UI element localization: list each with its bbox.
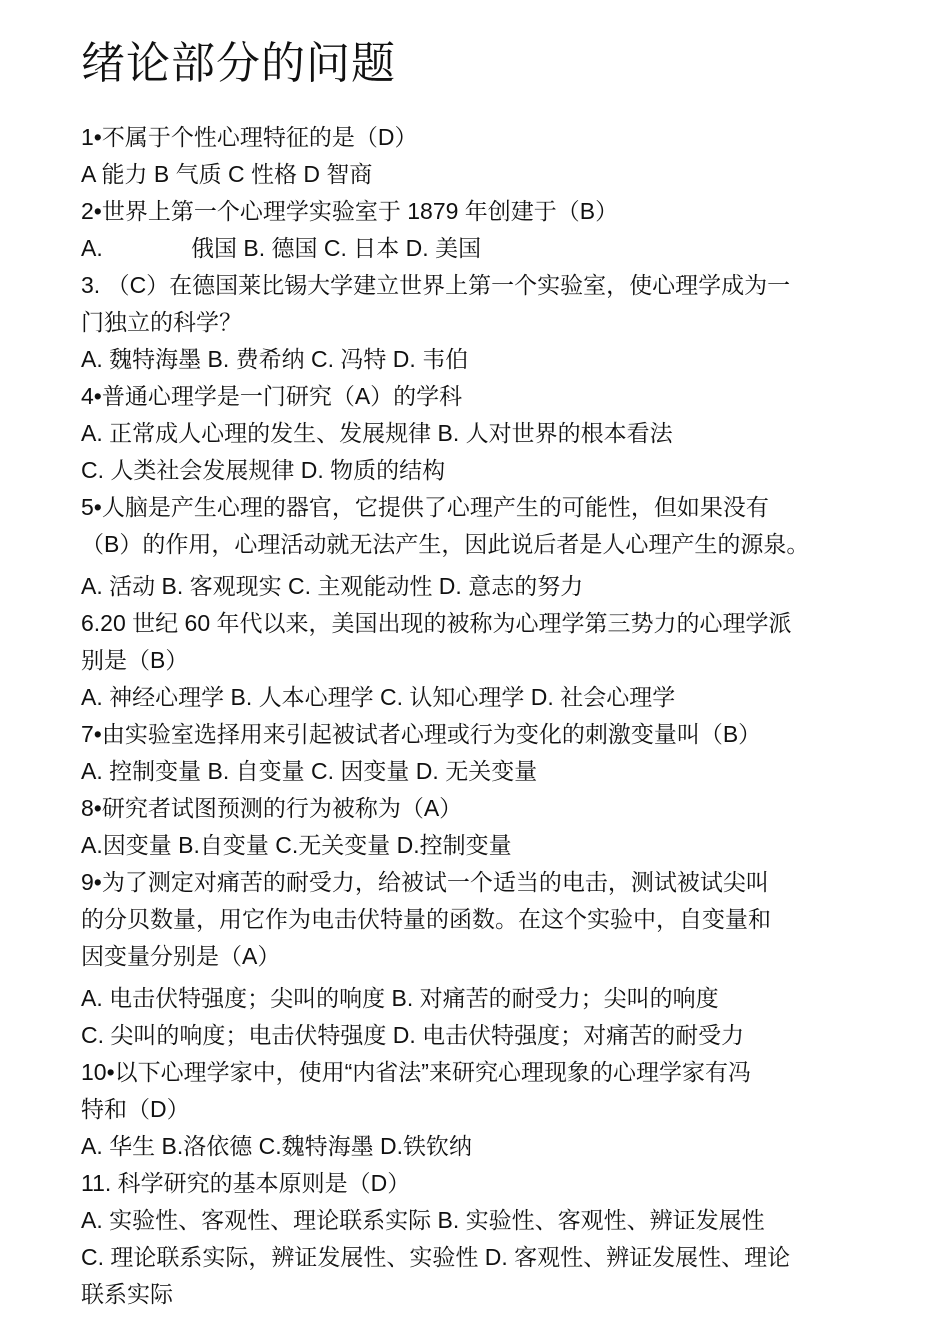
question-2-options: [81, 230, 881, 267]
question-4-options-line-1: A. 正常成人心理的发生、发展规律 B. 人对世界的根本看法: [81, 420, 673, 446]
question-10-stem-line-2: 特和（D）: [81, 1096, 190, 1122]
question-3-options: A. 魏特海墨 B. 费希纳 C. 冯特 D. 韦伯: [81, 346, 469, 372]
question-9-stem-line-3: 因变量分别是（A）: [81, 943, 281, 969]
question-11-options-line-3: 联系实际: [81, 1281, 173, 1307]
question-6-stem-line-1: 6.20 世纪 60 年代以来，美国出现的被称为心理学第三势力的心理学派: [81, 610, 792, 636]
question-9-stem-line-1: 9•为了测定对痛苦的耐受力，给被试一个适当的电击，测试被试尖叫: [81, 869, 769, 895]
question-list: [81, 119, 881, 1313]
question-7-stem: 7•由实验室选择用来引起被试者心理或行为变化的刺激变量叫（B）: [81, 721, 762, 747]
question-8-stem: 8•研究者试图预测的行为被称为（A）: [81, 795, 463, 821]
question-9-stem-line-2: 的分贝数量，用它作为电击伏特量的函数。在这个实验中，自变量和: [81, 906, 771, 932]
question-4-stem: 4•普通心理学是一门研究（A）的学科: [81, 383, 463, 409]
question-11-stem: 11. 科学研究的基本原则是（D）: [81, 1170, 411, 1196]
question-1-stem: 1•不属于个性心理特征的是（D）: [81, 124, 418, 150]
question-2-stem: 2•世界上第一个心理学实验室于 1879 年创建于（B）: [81, 198, 619, 224]
question-2-option-marker: A.: [81, 235, 103, 261]
question-5-options: A. 活动 B. 客观现实 C. 主观能动性 D. 意志的努力: [81, 573, 584, 599]
question-7-options: A. 控制变量 B. 自变量 C. 因变量 D. 无关变量: [81, 758, 538, 784]
question-4-options-line-2: C. 人类社会发展规律 D. 物质的结构: [81, 457, 446, 483]
question-10-stem-line-1: 10•以下心理学家中，使用“内省法”来研究心理现象的心理学家有冯: [81, 1059, 751, 1085]
question-5-stem-line-1: 5•人脑是产生心理的器官，它提供了心理产生的可能性，但如果没有: [81, 494, 769, 520]
question-6-stem-line-2: 别是（B）: [81, 647, 189, 673]
question-10-options: A. 华生 B.洛依德 C.魏特海墨 D.铁钦纳: [81, 1133, 473, 1159]
question-9-options-line-2: C. 尖叫的响度；电击伏特强度 D. 电击伏特强度；对痛苦的耐受力: [81, 1022, 745, 1048]
question-5-stem-line-2: （B）的作用，心理活动就无法产生，因此说后者是人心理产生的源泉。: [81, 531, 810, 557]
question-3-stem-line-1: 3. （C）在德国莱比锡大学建立世界上第一个实验室，使心理学成为一: [81, 272, 791, 298]
question-9-options-line-1: A. 电击伏特强度；尖叫的响度 B. 对痛苦的耐受力；尖叫的响度: [81, 985, 719, 1011]
question-1-options: A 能力 B 气质 C 性格 D 智商: [81, 161, 373, 187]
question-6-options: A. 神经心理学 B. 人本心理学 C. 认知心理学 D. 社会心理学: [81, 684, 676, 710]
question-3-stem-line-2: 门独立的科学？: [81, 309, 242, 335]
page-title: 绪论部分的问题: [81, 39, 396, 88]
question-11-options-line-1: A. 实验性、客观性、理论联系实际 B. 实验性、客观性、辨证发展性: [81, 1207, 765, 1233]
question-11-options-line-2: C. 理论联系实际，辨证发展性、实验性 D. 客观性、辨证发展性、理论: [81, 1244, 791, 1270]
question-8-options: A.因变量 B.自变量 C.无关变量 D.控制变量: [81, 832, 512, 858]
question-2-option-text: 俄国 B. 德国 C. 日本 D. 美国: [191, 235, 482, 261]
